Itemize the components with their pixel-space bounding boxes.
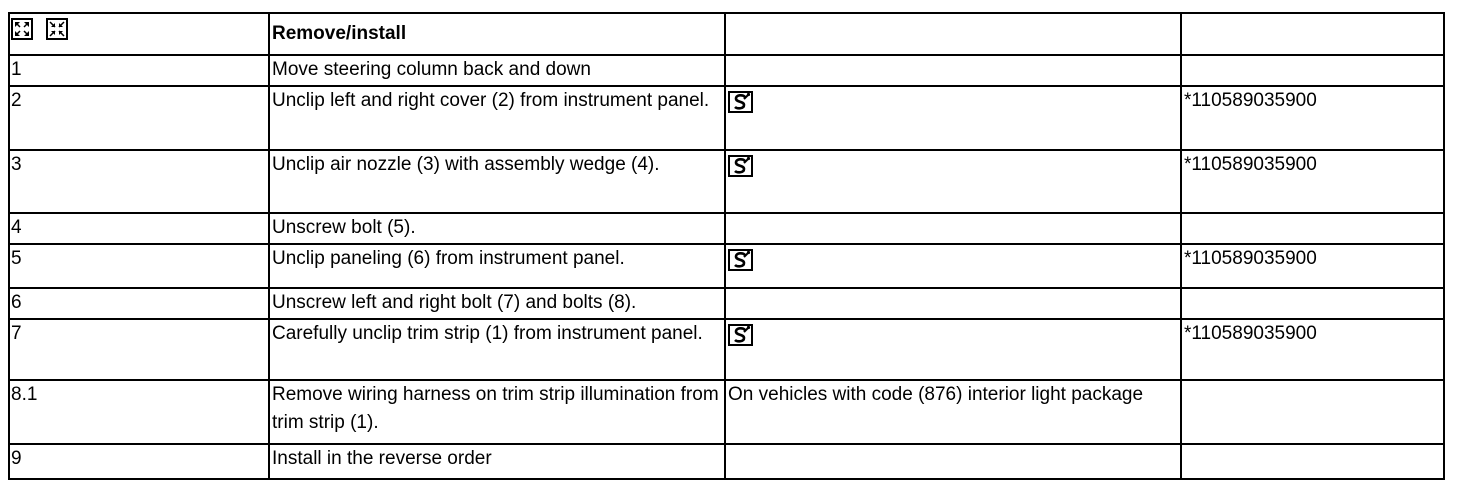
tool-number: *110589035900	[1181, 244, 1444, 288]
special-tool-icon[interactable]	[728, 249, 753, 271]
table-row	[9, 86, 1444, 150]
step-number: 7	[9, 319, 269, 380]
tool-number	[1181, 55, 1444, 86]
table-row	[9, 150, 1444, 213]
tool-number	[1181, 380, 1444, 444]
header-icons-cell	[9, 13, 269, 55]
step-number: 5	[9, 244, 269, 288]
header-title: Remove/install	[269, 13, 725, 55]
step-note	[725, 444, 1181, 479]
special-tool-icon[interactable]	[728, 91, 753, 113]
step-note	[725, 288, 1181, 319]
step-text: Unclip air nozzle (3) with assembly wedge (4).	[269, 150, 725, 213]
step-text: Unscrew left and right bolt (7) and bolts (8).	[269, 288, 725, 319]
header-cell-3	[725, 13, 1181, 55]
expand-icon[interactable]	[11, 18, 33, 40]
tool-number: *110589035900	[1181, 86, 1444, 150]
tool-number	[1181, 288, 1444, 319]
tool-number	[1181, 213, 1444, 244]
step-number: 8.1	[9, 380, 269, 444]
tool-icon-cell	[725, 86, 1181, 150]
tool-icon-cell	[725, 150, 1181, 213]
step-text: Unclip paneling (6) from instrument panel.	[269, 244, 725, 288]
collapse-icon[interactable]	[46, 18, 68, 40]
header-row	[9, 13, 1444, 55]
step-number: 6	[9, 288, 269, 319]
tool-number	[1181, 444, 1444, 479]
step-note	[725, 213, 1181, 244]
step-text: Remove wiring harness on trim strip illumination from trim strip (1).	[269, 380, 725, 444]
table-row	[9, 444, 1444, 479]
step-text: Unclip left and right cover (2) from instrument panel.	[269, 86, 725, 150]
step-text: Carefully unclip trim strip (1) from instrument panel.	[269, 319, 725, 380]
table-row	[9, 55, 1444, 86]
table-row	[9, 380, 1444, 444]
tool-number: *110589035900	[1181, 150, 1444, 213]
table-row	[9, 319, 1444, 380]
tool-number: *110589035900	[1181, 319, 1444, 380]
step-number: 4	[9, 213, 269, 244]
step-note	[725, 55, 1181, 86]
header-cell-4	[1181, 13, 1444, 55]
table-row	[9, 213, 1444, 244]
tool-icon-cell	[725, 319, 1181, 380]
step-number: 9	[9, 444, 269, 479]
step-text: Move steering column back and down	[269, 55, 725, 86]
tool-icon-cell	[725, 244, 1181, 288]
step-number: 2	[9, 86, 269, 150]
special-tool-icon[interactable]	[728, 324, 753, 346]
step-number: 3	[9, 150, 269, 213]
table-row	[9, 244, 1444, 288]
step-number: 1	[9, 55, 269, 86]
step-text: Install in the reverse order	[269, 444, 725, 479]
table-row	[9, 288, 1444, 319]
special-tool-icon[interactable]	[728, 155, 753, 177]
step-text: Unscrew bolt (5).	[269, 213, 725, 244]
procedure-table	[8, 12, 1445, 480]
step-note: On vehicles with code (876) interior light package	[725, 380, 1181, 444]
